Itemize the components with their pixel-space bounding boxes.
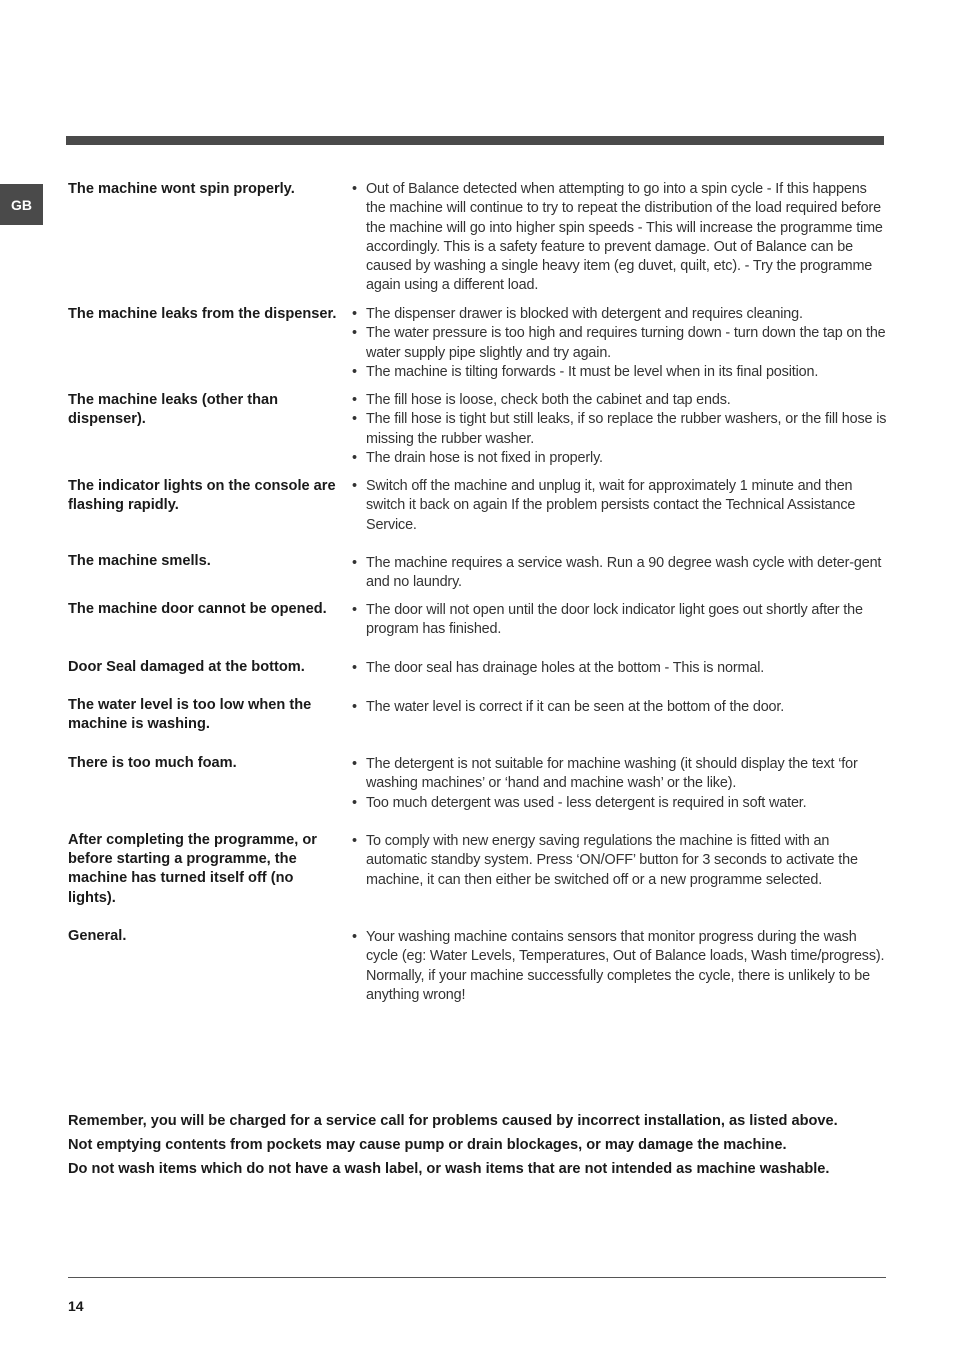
solution-item: • The fill hose is tight but still leaks, if so replace the rubber washers, or the fill hose is missing the rubber washer. — [352, 410, 888, 449]
solution-list — [352, 391, 888, 468]
solution-list — [352, 659, 888, 678]
solution-item: • The fill hose is loose, check both the cabinet and tap ends. — [352, 391, 888, 410]
solution-list — [352, 832, 888, 890]
problem-label: There is too much foam. — [68, 755, 237, 771]
note-pockets: Not emptying contents from pockets may cause pump or drain blockages, or may damage the machine. — [68, 1137, 787, 1153]
problem-label: The machine wont spin properly. — [68, 181, 295, 197]
solution-list — [352, 477, 888, 535]
problem-label: The machine leaks from the dispenser. — [68, 306, 337, 322]
problem-label: The machine leaks (other than dispenser). — [68, 392, 279, 428]
warning-notes — [68, 1112, 888, 1184]
language-tab: GB — [0, 184, 43, 225]
problem-label: The indicator lights on the console are flashing rapidly. — [68, 478, 336, 514]
solution-list — [352, 698, 888, 717]
solution-item: • The machine requires a service wash. Run a 90 degree wash cycle with deter-gent and no laundry. — [352, 554, 888, 593]
solution-item: • The door will not open until the door lock indicator light goes out shortly after the program has finished. — [352, 601, 888, 640]
problem-label: The machine smells. — [68, 553, 211, 569]
solution-list — [352, 554, 888, 593]
solution-item: • The drain hose is not fixed in properly. — [352, 449, 888, 468]
solution-item: • The water pressure is too high and requires turning down - turn down the tap on the water supply pipe slightly and try again. — [352, 324, 888, 363]
footer-rule — [68, 1277, 886, 1278]
solution-item: • Switch off the machine and unplug it, wait for approximately 1 minute and then switch it back on again If the problem persists contact the Technical Assistance Service. — [352, 477, 888, 535]
solution-item: • Too much detergent was used - less detergent is required in soft water. — [352, 794, 888, 813]
solution-item: • The detergent is not suitable for machine washing (it should display the text ‘for washing machines’ or ‘hand and machine wash’ or the like). — [352, 755, 888, 794]
solution-item: • The machine is tilting forwards - It must be level when in its final position. — [352, 363, 888, 382]
solution-item: • Your washing machine contains sensors that monitor progress during the wash cycle (eg: Water Levels, Temperatures, Out of Balance loads, Wash time/progress). Normally, if your machine successfully completes the cycle, there is unlikely to be anything wrong! — [352, 928, 888, 1005]
header-rule — [66, 136, 884, 145]
page-number: 14 — [68, 1298, 84, 1314]
problem-label: General. — [68, 928, 127, 944]
solution-list — [352, 928, 888, 1005]
problem-label: Door Seal damaged at the bottom. — [68, 659, 305, 675]
solution-item: • The door seal has drainage holes at the bottom - This is normal. — [352, 659, 888, 678]
solution-list — [352, 180, 888, 296]
problem-label: The machine door cannot be opened. — [68, 601, 327, 617]
note-wash-label: Do not wash items which do not have a wash label, or wash items that are not intended as machine washable. — [68, 1161, 830, 1177]
solution-list — [352, 305, 888, 382]
solution-item: • Out of Balance detected when attempting to go into a spin cycle - If this happens the machine will continue to try to repeat the distribution of the load required before the machine will go into higher spin speeds - This will increase the programme time accordingly. This is a safety feature to prevent damage. Out of Balance can be caused by washing a single heavy item (eg duvet, quilt, etc). - Try the programme again using a different load. — [352, 180, 888, 296]
problem-label: After completing the programme, or before starting a programme, the machine has turned itself off (no lights). — [68, 832, 317, 906]
problem-label: The water level is too low when the machine is washing. — [68, 697, 312, 733]
solution-list — [352, 755, 888, 813]
note-service-charge: Remember, you will be charged for a service call for problems caused by incorrect installation, as listed above. — [68, 1113, 838, 1129]
solution-list — [352, 601, 888, 640]
solution-item: • The water level is correct if it can be seen at the bottom of the door. — [352, 698, 888, 717]
solution-item: • To comply with new energy saving regulations the machine is fitted with an automatic standby system. Press ‘ON/OFF’ button for 3 seconds to activate the machine, it can then either be switched off or a new programme selected. — [352, 832, 888, 890]
solution-item: • The dispenser drawer is blocked with detergent and requires cleaning. — [352, 305, 888, 324]
